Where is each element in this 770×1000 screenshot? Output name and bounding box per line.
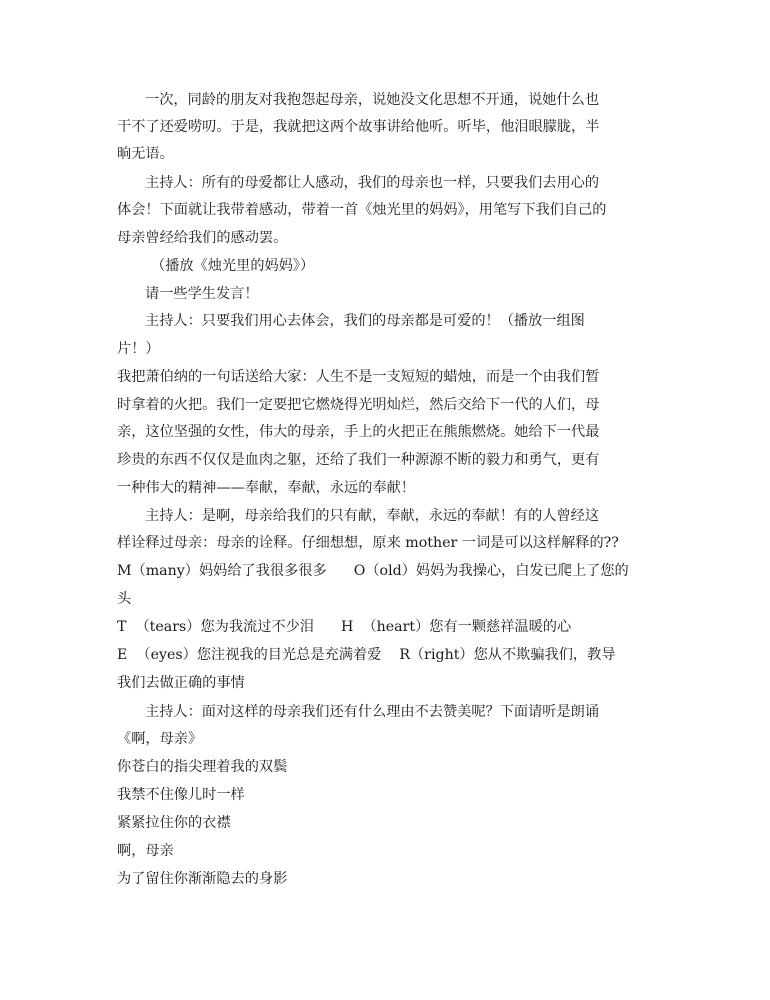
text-line: 一次，同龄的朋友对我抱怨起母亲，说她没文化思想不开通，说她什么也 — [145, 92, 600, 108]
text-line: E （eyes）您注视我的目光总是充满着爱 R（right）您从不欺骗我们，教导 — [117, 647, 616, 663]
text-line: 片！） — [117, 341, 160, 357]
text-line: 体会！下面就让我带着感动，带着一首《烛光里的妈妈》，用笔写下我们自己的 — [117, 202, 607, 218]
text-line: 晌无语。 — [117, 146, 174, 162]
text-line: 母亲曾经给我们的感动罢。 — [117, 230, 288, 246]
text-line: 我把萧伯纳的一句话送给大家：人生不是一支短短的蜡烛，而是一个由我们暂 — [117, 369, 600, 385]
text-line: 主持人：所有的母爱都让人感动，我们的母亲也一样，只要我们去用心的 — [145, 175, 600, 191]
text-line: M（many）妈妈给了我很多很多 O（old）妈妈为我操心，白发已爬上了您的 — [117, 563, 629, 579]
text-line: 主持人：只要我们用心去体会，我们的母亲都是可爱的！（播放一组图 — [145, 313, 585, 329]
text-line: 干不了还爱唠叨。于是，我就把这两个故事讲给他听。听毕，他泪眼朦胧，半 — [117, 119, 600, 135]
text-line: 紧紧拉住你的衣襟 — [117, 815, 231, 831]
text-line: 一种伟大的精神——奉献，奉献，永远的奉献！ — [117, 480, 415, 496]
text-line: 你苍白的指尖理着我的双鬓 — [117, 759, 288, 775]
text-line: 请一些学生发言！ — [145, 286, 259, 302]
text-line: 主持人：是啊，母亲给我们的只有献，奉献，永远的奉献！有的人曾经这 — [145, 508, 600, 524]
text-line: 头 — [117, 591, 132, 607]
text-line: T （tears）您为我流过不少泪 H （heart）您有一颗慈祥温暖的心 — [117, 619, 572, 635]
text-line: 《啊，母亲》 — [117, 731, 203, 747]
text-line: 我禁不住像儿时一样 — [117, 787, 245, 803]
text-line: 时拿着的火把。我们一定要把它燃烧得光明灿烂，然后交给下一代的人们，母 — [117, 397, 600, 413]
text-line: 为了留住你渐渐隐去的身影 — [117, 871, 288, 887]
text-line: 珍贵的东西不仅仅是血肉之躯，还给了我们一种源源不断的毅力和勇气，更有 — [117, 452, 600, 468]
text-line: 啊，母亲 — [117, 843, 174, 859]
text-line: （播放《烛光里的妈妈》） — [151, 258, 315, 274]
text-line: 亲，这位坚强的女性，伟大的母亲，手上的火把正在熊熊燃烧。她给下一代最 — [117, 424, 600, 440]
text-line: 我们去做正确的事情 — [117, 675, 245, 691]
text-line: 样诠释过母亲：母亲的诠释。仔细想想，原来 mother 一词是可以这样解释的?? — [117, 535, 619, 551]
text-line: 主持人：面对这样的母亲我们还有什么理由不去赞美呢？下面请听是朗诵 — [145, 704, 600, 720]
